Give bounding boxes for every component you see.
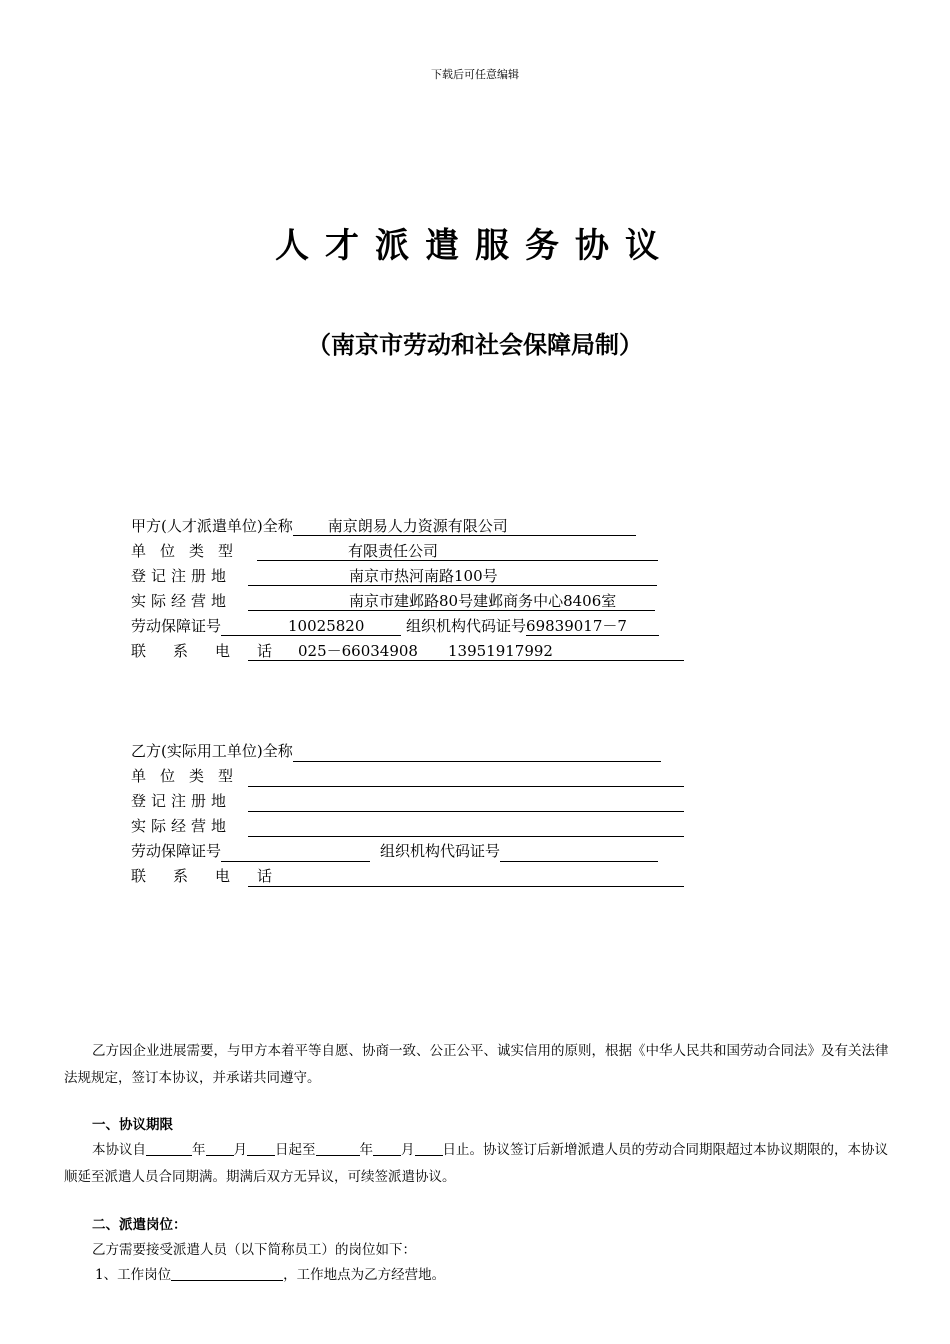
document-title: 人才派遣服务协议 [275, 226, 675, 266]
party-a-biz-value: 南京市建邺路80号建邺商务中心8406室 [248, 590, 655, 611]
party-b-phone-blank [248, 865, 684, 887]
party-b-name-blank [293, 740, 661, 762]
end-day-blank [415, 1140, 443, 1156]
end-month-label: 月 [401, 1142, 415, 1158]
party-a-type-label: 单位类型 [131, 542, 248, 560]
party-a-labor-row [131, 615, 686, 637]
section-2-item-1 [95, 1262, 925, 1289]
party-a-biz-label: 实际经营地 [131, 592, 232, 610]
party-a-type-row [131, 540, 686, 562]
party-b-labor-blank [221, 840, 370, 862]
party-a-labor-label: 劳动保障证号 [131, 617, 222, 635]
start-month-label: 月 [233, 1142, 247, 1158]
party-b-type-label: 单位类型 [131, 767, 248, 785]
party-a-name-row [131, 515, 686, 537]
end-month-blank [373, 1140, 401, 1156]
end-year-blank [316, 1140, 360, 1156]
section-2-heading: 二、派遣岗位： [92, 1217, 187, 1233]
party-b-reg-row [131, 790, 686, 812]
section-1-heading: 一、协议期限 [92, 1117, 173, 1133]
party-b-name-row [131, 740, 686, 762]
start-year-blank [146, 1140, 192, 1156]
intro-paragraph: 乙方因企业进展需要，与甲方本着平等自愿、协商一致、公正公平、诚实信用的原则，根据《中华人民共和国劳动合同法》及有关法律法规规定，签订本协议，并承诺共同遵守。 [64, 1043, 889, 1086]
section-2-paragraph: 乙方需要接受派遣人员（以下简称员工）的岗位如下： [92, 1242, 416, 1258]
party-a-reg-label: 登记注册地 [131, 567, 232, 585]
party-a-phone-row [131, 640, 686, 662]
job-position-blank [171, 1265, 283, 1281]
party-a-type-value: 有限责任公司 [257, 540, 658, 561]
party-a-phone-label: 联系电话 [131, 642, 300, 660]
party-a-reg-row [131, 565, 686, 587]
party-b-phone-label: 联系电话 [131, 867, 300, 885]
party-a-biz-row [131, 590, 686, 612]
section-1-paragraph [64, 1137, 894, 1191]
party-b-reg-blank [248, 790, 684, 812]
party-a-labor-value: 10025820 [221, 615, 401, 636]
party-a-reg-value: 南京市热河南路100号 [248, 565, 657, 586]
party-b-phone-row [131, 865, 686, 887]
page-header: 下载后可任意编辑 [431, 68, 519, 81]
party-b-reg-label: 登记注册地 [131, 792, 232, 810]
party-a-name-value: 南京朗易人力资源有限公司 [293, 515, 636, 536]
party-b-name-label: 乙方(实际用工单位)全称 [131, 742, 293, 760]
party-a-org-value: 69839017－7 [526, 615, 659, 636]
party-b-biz-row [131, 815, 686, 837]
term-start-label: 本协议自 [92, 1142, 146, 1158]
party-a-phone-value: 025－66034908 13951917992 [248, 640, 684, 661]
party-b-type-row [131, 765, 686, 787]
start-day-blank [247, 1140, 275, 1156]
start-day-label: 日起至 [275, 1142, 316, 1158]
party-b-type-blank [248, 765, 684, 787]
party-b-biz-label: 实际经营地 [131, 817, 232, 835]
start-month-blank [206, 1140, 234, 1156]
party-b-org-label: 组织机构代码证号 [380, 842, 501, 860]
party-b-labor-row [131, 840, 686, 862]
job-location-text: ，工作地点为乙方经营地。 [283, 1267, 446, 1283]
party-a-org-label: 组织机构代码证号 [406, 617, 527, 635]
term-end-text: 日止。协议签订后新增派遣人员的劳动合同期限超过本协议期限的，本协议顺延至派遣人员合同期满。期满后双方无异议，可续签派遣协议。 [64, 1142, 888, 1185]
party-b-biz-blank [248, 815, 684, 837]
party-b-labor-label: 劳动保障证号 [131, 842, 222, 860]
end-year-label: 年 [359, 1142, 373, 1158]
party-b-org-blank [500, 840, 658, 862]
job-position-label: 1、工作岗位 [95, 1267, 172, 1283]
start-year-label: 年 [192, 1142, 206, 1158]
party-a-name-label: 甲方(人才派遣单位)全称 [131, 517, 293, 535]
document-subtitle: （南京市劳动和社会保障局制） [307, 331, 643, 359]
